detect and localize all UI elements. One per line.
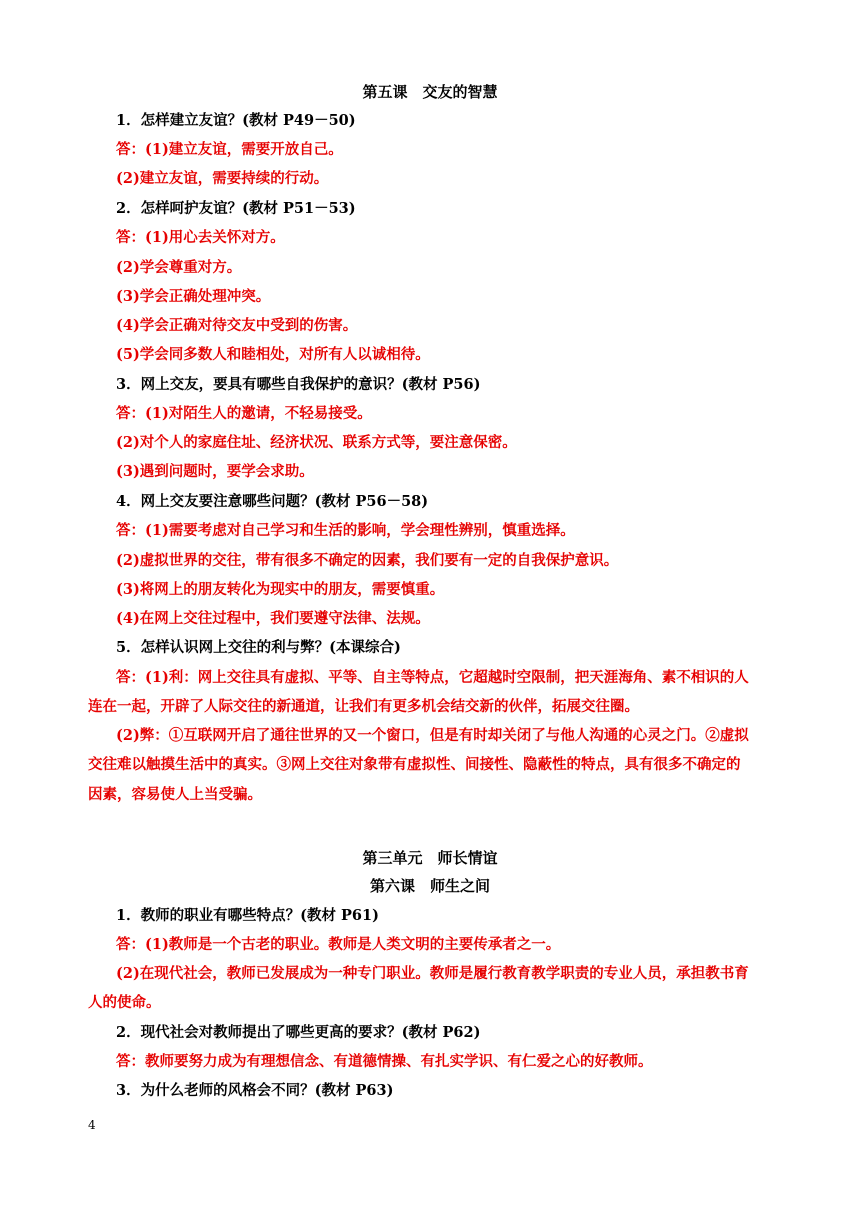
lesson5-answer-2-2: (2)学会尊重对方。 [116, 259, 242, 276]
lesson6-question-1: 1．教师的职业有哪些特点？(教材 P61) [116, 907, 379, 924]
lesson5-answer-5-1-line2: 连在一起，开辟了人际交往的新通道，让我们有更多机会结交新的伙伴，拓展交往圈。 [88, 698, 639, 715]
lesson6-title: 第六课 师生之间 [369, 877, 490, 895]
lesson5-answer-2-4: (4)学会正确对待交友中受到的伤害。 [116, 317, 358, 334]
lesson6-answer-1-2-line2: 人的使命。 [88, 994, 161, 1011]
lesson5-answer-3-3: (3)遇到问题时，要学会求助。 [116, 463, 314, 480]
lesson5-question-4: 4．网上交友要注意哪些问题？(教材 P56－58) [116, 493, 429, 510]
lesson5-title: 第五课 交友的智慧 [362, 83, 498, 101]
lesson5-question-5: 5．怎样认识网上交往的利与弊？(本课综合) [116, 639, 401, 656]
page-number: 4 [88, 1118, 96, 1132]
lesson5-answer-4-1: 答：(1)需要考虑对自己学习和生活的影响，学会理性辨别，慎重选择。 [116, 522, 575, 539]
lesson6-question-3: 3．为什么老师的风格会不同？(教材 P63) [116, 1082, 394, 1099]
lesson6-answer-1-1: 答：(1)教师是一个古老的职业。教师是人类文明的主要传承者之一。 [116, 936, 561, 953]
lesson6-question-2: 2．现代社会对教师提出了哪些更高的要求？(教材 P62) [116, 1024, 481, 1041]
lesson5-answer-2-5: (5)学会同多数人和睦相处，对所有人以诚相待。 [116, 346, 430, 363]
lesson5-answer-5-2-line2: 交往难以触摸生活中的真实。③网上交往对象带有虚拟性、间接性、隐蔽性的特点，具有很多不确定的 [88, 756, 741, 773]
lesson5-answer-1-1: 答：(1)建立友谊，需要开放自己。 [116, 141, 343, 158]
lesson6-answer-1-2-line1: (2)在现代社会，教师已发展成为一种专门职业。教师是履行教育教学职责的专业人员，承担教书育 [116, 965, 749, 982]
lesson5-answer-3-2: (2)对个人的家庭住址、经济状况、联系方式等，要注意保密。 [116, 434, 517, 451]
lesson5-answer-4-3: (3)将网上的朋友转化为现实中的朋友，需要慎重。 [116, 581, 445, 598]
lesson5-question-3: 3．网上交友，要具有哪些自我保护的意识？(教材 P56) [116, 376, 481, 393]
lesson5-answer-1-2: (2)建立友谊，需要持续的行动。 [116, 170, 329, 187]
unit3-title: 第三单元 师长情谊 [362, 849, 498, 867]
lesson5-answer-3-1: 答：(1)对陌生人的邀请，不轻易接受。 [116, 405, 372, 422]
lesson5-answer-5-2-line3: 因素，容易使人上当受骗。 [88, 786, 262, 803]
lesson5-question-2: 2．怎样呵护友谊？(教材 P51－53) [116, 200, 356, 217]
lesson5-answer-4-2: (2)虚拟世界的交往，带有很多不确定的因素，我们要有一定的自我保护意识。 [116, 552, 619, 569]
lesson5-answer-4-4: (4)在网上交往过程中，我们要遵守法律、法规。 [116, 610, 430, 627]
lesson5-answer-5-1-line1: 答：(1)利：网上交往具有虚拟、平等、自主等特点，它超越时空限制，把天涯海角、素不相识的人 [116, 669, 749, 686]
lesson6-answer-2-1: 答：教师要努力成为有理想信念、有道德情操、有扎实学识、有仁爱之心的好教师。 [116, 1053, 653, 1070]
lesson5-question-1: 1．怎样建立友谊？(教材 P49－50) [116, 112, 356, 129]
lesson5-answer-2-1: 答：(1)用心去关怀对方。 [116, 229, 285, 246]
lesson5-answer-5-2-line1: (2)弊：①互联网开启了通往世界的又一个窗口，但是有时却关闭了与他人沟通的心灵之门。②虚拟 [116, 727, 749, 744]
lesson5-answer-2-3: (3)学会正确处理冲突。 [116, 288, 271, 305]
